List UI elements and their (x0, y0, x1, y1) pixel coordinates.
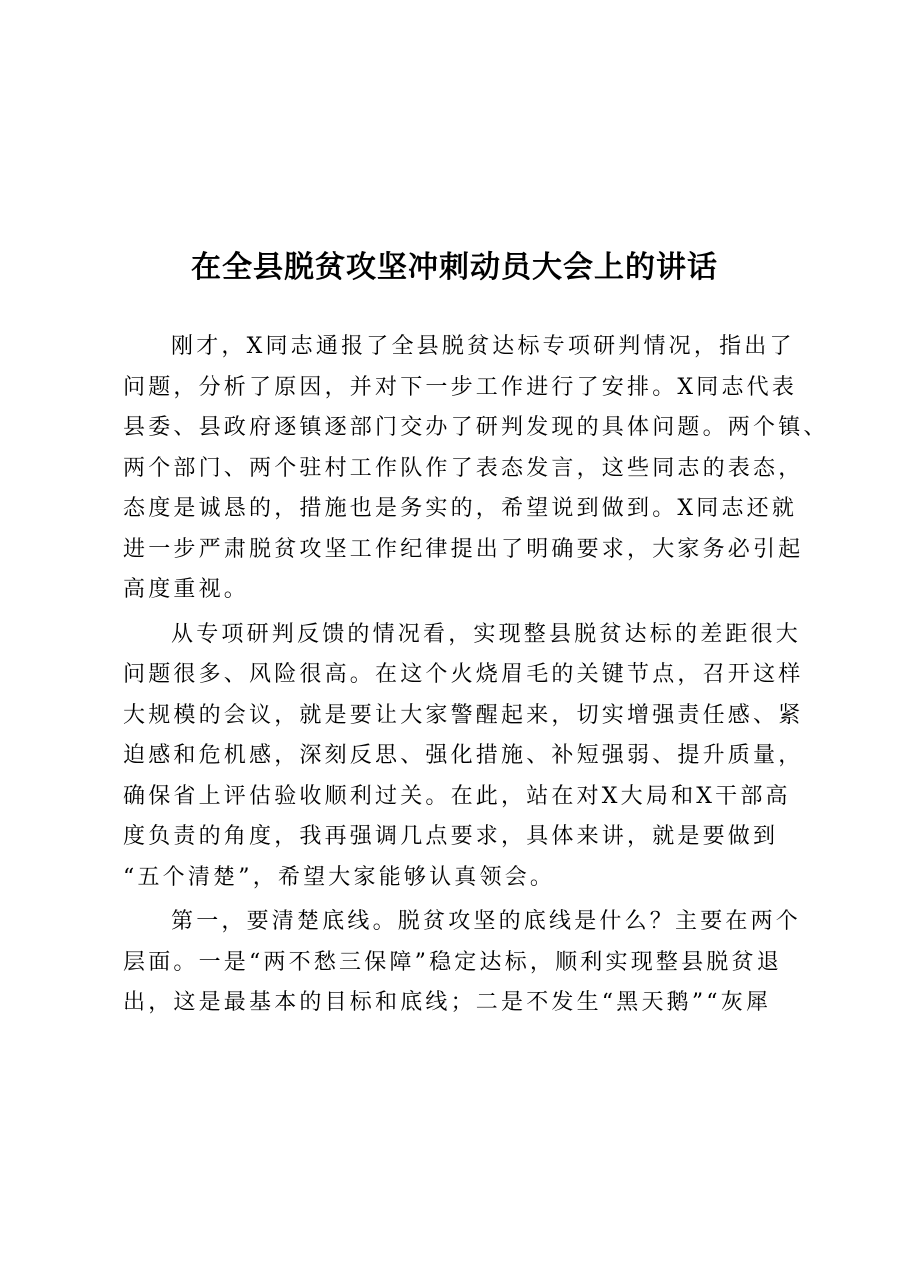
text-line: 确保省上评估验收顺利过关。在此，站在对X大局和X干部高 (123, 783, 791, 809)
text-line: 迫感和危机感，深刻反思、强化措施、补短强弱、提升质量， (123, 743, 804, 768)
document-title: 在全县脱贫攻坚冲刺动员大会上的讲话 (191, 250, 718, 285)
text-line: 进一步严肃脱贫攻坚工作纪律提出了明确要求，大家务必引起 (123, 536, 804, 562)
paragraph-1 (123, 327, 829, 611)
paragraph-3 (123, 902, 823, 1024)
text-line: “五个清楚”，希望大家能够认真领会。 (123, 864, 556, 890)
document-body (123, 327, 829, 1028)
paragraph-2 (123, 615, 823, 899)
text-line: 态度是诚恳的，措施也是务实的，希望说到做到。X同志还就 (123, 496, 798, 521)
text-line: 出，这是最基本的目标和底线；二是不发生“黑天鹅”“灰犀 (123, 990, 772, 1015)
text-line: 两个部门、两个驻村工作队作了表态发言，这些同志的表态， (123, 455, 804, 481)
text-line: 度负责的角度，我再强调几点要求，具体来讲，就是要做到 (123, 824, 779, 849)
text-line: 问题，分析了原因，并对下一步工作进行了安排。X同志代表 (123, 374, 798, 400)
text-line: 县委、县政府逐镇逐部门交办了研判发现的具体问题。两个镇、 (123, 415, 829, 440)
text-line: 第一，要清楚底线。脱贫攻坚的底线是什么？主要在两个 (171, 909, 802, 934)
text-line: 高度重视。 (123, 577, 250, 602)
text-line: 刚才，X同志通报了全县脱贫达标专项研判情况，指出了 (171, 334, 795, 359)
text-line: 从专项研判反馈的情况看，实现整县脱贫达标的差距很大 (171, 621, 802, 647)
text-line: 大规模的会议，就是要让大家警醒起来，切实增强责任感、紧 (123, 702, 804, 728)
text-line: 问题很多、风险很高。在这个火烧眉毛的关键节点，召开这样 (123, 662, 804, 687)
text-line: 层面。一是“两不愁三保障”稳定达标，顺利实现整县脱贫退 (123, 949, 782, 975)
